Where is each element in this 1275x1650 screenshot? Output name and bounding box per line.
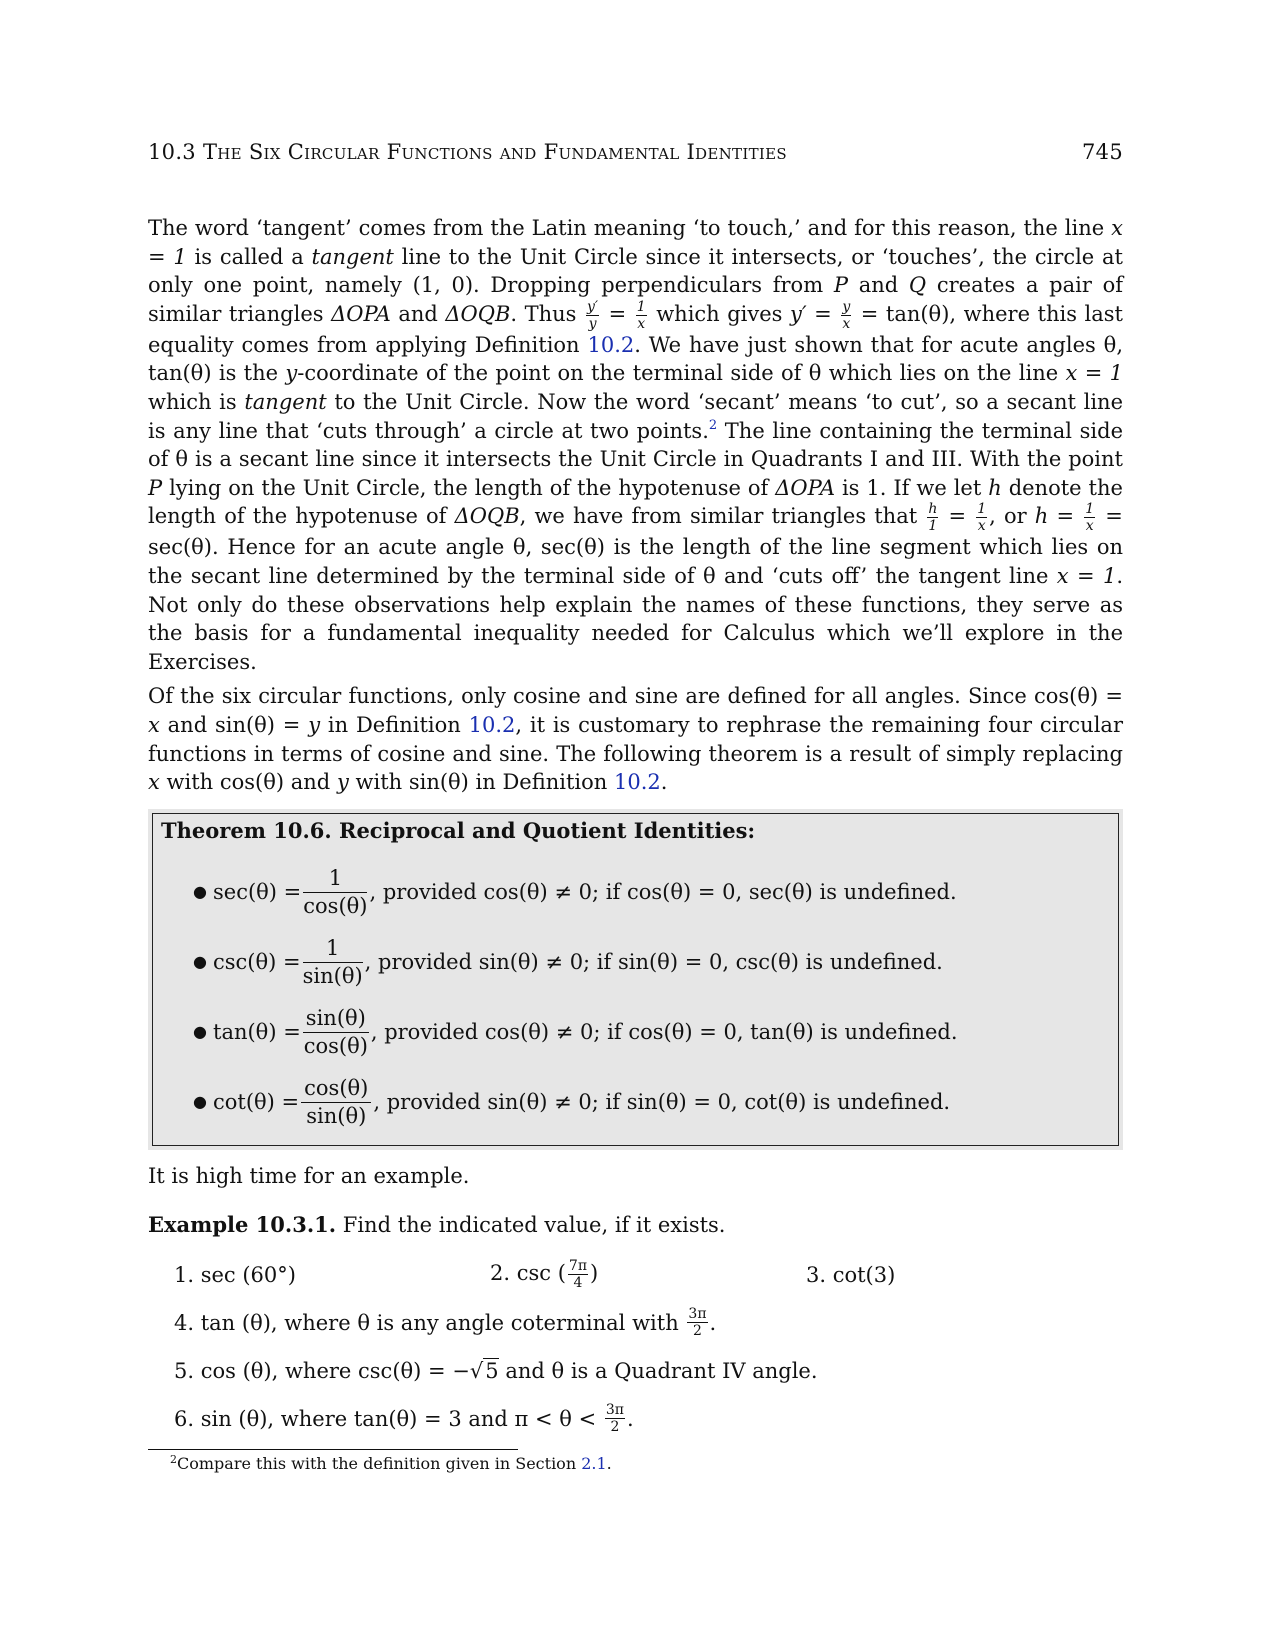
identity-item <box>193 927 1110 997</box>
denominator: sin(θ) <box>306 1104 367 1129</box>
numerator: 3π <box>688 1306 707 1323</box>
bullet-icon: ● <box>193 882 207 902</box>
example-item-6 <box>174 1401 1123 1437</box>
equals: = <box>948 504 967 529</box>
paren: ( <box>557 1261 566 1286</box>
text: , it is customary to rephrase the remaining four circular functions in terms of cosine and sine. The following theorem is a result of simply replacing <box>148 712 1123 766</box>
math: P <box>833 273 848 298</box>
text: 4. tan (θ), where θ is any angle coterminal with <box>174 1310 679 1335</box>
fraction-one-over-x <box>976 502 987 533</box>
theorem-frame <box>152 813 1119 1146</box>
text: -coordinate of the point on the terminal side of θ which lies on the line <box>297 361 1059 386</box>
definition-link[interactable]: 10.2 <box>587 332 635 357</box>
text: creates a pair of similar triangles <box>148 273 1124 326</box>
math: x = 1 <box>148 216 1123 269</box>
example-item-3: 3. cot(3) <box>806 1262 896 1287</box>
text: and sin(θ) = <box>167 712 301 737</box>
fraction-h-over-one <box>927 502 938 533</box>
footnote-rule <box>148 1449 518 1450</box>
definition-link[interactable]: 10.2 <box>468 712 516 737</box>
identity-condition: , provided cos(θ) ≠ 0; if cos(θ) = 0, sec(θ) is undefined. <box>369 879 957 904</box>
numerator: 1 <box>1085 501 1095 518</box>
denominator: cos(θ) <box>303 1034 368 1059</box>
section-title: The Six Circular Functions and Fundamental Identities <box>202 140 787 164</box>
text: . Thus <box>510 301 577 326</box>
text: and <box>398 301 438 326</box>
text: 6. sin (θ), where tan(θ) = 3 and π < θ < <box>174 1406 597 1431</box>
fraction-yprime-over-y <box>586 300 599 331</box>
emphasis: tangent <box>244 389 327 414</box>
denominator: x <box>842 315 851 332</box>
numerator: 1 <box>303 936 363 963</box>
denominator: 4 <box>573 1275 583 1292</box>
denominator: cos(θ) <box>303 894 368 919</box>
text: 2. csc <box>490 1261 552 1286</box>
numerator: y <box>842 298 851 315</box>
section-number: 10.3 <box>148 140 196 164</box>
denominator: 1 <box>928 518 938 535</box>
equals: = <box>1056 504 1075 529</box>
numerator: 1 <box>303 866 367 893</box>
math: ΔOQB <box>454 504 520 529</box>
fraction <box>605 1403 625 1434</box>
math: x <box>148 712 160 737</box>
example-label: Example 10.3.1. <box>148 1211 337 1237</box>
bullet-icon: ● <box>193 952 207 972</box>
math: x = 1 <box>1056 563 1117 588</box>
text: which is <box>148 389 237 414</box>
math: P <box>148 475 163 500</box>
text: . <box>660 770 668 795</box>
math: ΔOPA <box>331 301 391 326</box>
text: with sin(θ) in Definition <box>355 770 608 795</box>
denominator: x <box>1085 518 1094 535</box>
identity-lhs: tan(θ) = <box>213 1019 301 1044</box>
math: y <box>308 712 321 737</box>
fraction-one-over-x <box>1084 502 1095 533</box>
radicand: 5 <box>485 1359 499 1384</box>
identity-condition: , provided cos(θ) ≠ 0; if cos(θ) = 0, tan(θ) is undefined. <box>370 1019 958 1044</box>
identity-lhs: csc(θ) = <box>213 949 301 974</box>
equals: = <box>814 301 832 326</box>
example-item-1: 1. sec (60°) <box>174 1262 296 1287</box>
numerator: y′ <box>586 298 599 315</box>
radical-icon: √ <box>469 1358 484 1383</box>
denominator: 2 <box>610 1419 620 1436</box>
denominator: x <box>637 315 646 332</box>
math: x <box>148 770 160 795</box>
bullet-icon: ● <box>193 1092 207 1112</box>
identity-fraction <box>303 866 367 917</box>
example-row <box>174 1257 1123 1293</box>
text: in Definition <box>327 712 461 737</box>
math: ΔOPA <box>775 475 836 500</box>
math: Q <box>908 273 927 298</box>
fraction <box>687 1307 707 1338</box>
text: . <box>709 1310 717 1335</box>
footnote-link[interactable]: 2 <box>708 417 718 433</box>
example-item-5 <box>174 1353 1123 1389</box>
transition-text: It is high time for an example. <box>148 1163 470 1188</box>
equals: = <box>608 301 627 326</box>
running-head-title <box>148 140 787 164</box>
text: 5. cos (θ), where csc(θ) = − <box>174 1358 470 1383</box>
numerator: 1 <box>636 298 646 315</box>
identity-list <box>161 857 1110 1137</box>
bullet-icon: ● <box>193 1022 207 1042</box>
theorem-box <box>148 809 1123 1150</box>
example-item-2 <box>490 1259 806 1290</box>
text: and θ is a Quadrant IV angle. <box>505 1358 818 1383</box>
emphasis: tangent <box>311 244 394 269</box>
text: to the Unit Circle. Now the word ‘secant’ means ‘to cut’, so a secant line is any line that ‘cuts through’ a circle at two points. <box>148 389 1123 443</box>
identity-fraction <box>301 1076 371 1127</box>
identity-lhs: sec(θ) = <box>213 879 302 904</box>
denominator: y <box>588 315 597 332</box>
text: is called a <box>194 244 304 269</box>
paragraph-six-functions <box>148 682 1123 796</box>
identity-item <box>193 1067 1110 1137</box>
numerator: cos(θ) <box>301 1076 371 1103</box>
example-prompt: Find the indicated value, if it exists. <box>342 1212 726 1237</box>
identity-condition: , provided sin(θ) ≠ 0; if sin(θ) = 0, cot(θ) is undefined. <box>373 1089 951 1114</box>
identity-fraction <box>303 936 363 987</box>
running-head <box>148 140 1123 164</box>
example-item-4 <box>174 1305 1123 1341</box>
text: . We have just shown that for acute angles θ, tan(θ) is the <box>148 332 1123 386</box>
text: The word ‘tangent’ comes from the Latin meaning ‘to touch,’ and for this reason, the line <box>148 216 1105 240</box>
identity-lhs: cot(θ) = <box>213 1089 300 1114</box>
text: lying on the Unit Circle, the length of the hypotenuse of <box>169 475 769 500</box>
page <box>148 140 1123 1473</box>
numerator: 1 <box>977 501 987 518</box>
identity-item <box>193 997 1110 1067</box>
denominator: sin(θ) <box>302 964 363 989</box>
text: Of the six circular functions, only cosine and sine are defined for all angles. Since cos(θ) = <box>148 684 1123 709</box>
section-link[interactable]: 2.1 <box>581 1453 607 1473</box>
text: denote the length of the hypotenuse of <box>148 475 1123 529</box>
fraction-y-over-x <box>841 300 851 331</box>
text: . <box>626 1406 634 1431</box>
text: which gives <box>656 301 783 326</box>
text: = tan(θ), where this last equality comes from applying Definition <box>148 301 1123 357</box>
paren: ) <box>590 1261 599 1286</box>
math: y <box>336 770 349 795</box>
text: line to the Unit Circle since it intersects, or ‘touches’, the circle at only one point, namely (1, 0). Dropping perpendiculars from <box>148 244 1123 298</box>
text: . <box>606 1453 612 1473</box>
text: . Not only do these observations help explain the names of these functions, they serve as the basis for a fundamental inequality needed for Calculus which we’ll explore in the Exercises. <box>148 563 1123 674</box>
text: , we have from similar triangles that <box>519 504 918 529</box>
numerator: sin(θ) <box>303 1006 369 1033</box>
text: The line containing the terminal side of θ is a secant line since it intersects the Unit Circle in Quadrants I and III. With the point <box>148 418 1123 472</box>
denominator: x <box>977 518 986 535</box>
math: ΔOQB <box>445 301 511 326</box>
paragraph-tangent-secant <box>148 214 1123 676</box>
page-number: 745 <box>1082 140 1123 164</box>
math: y′ <box>790 301 807 326</box>
text: , or <box>989 504 1027 529</box>
numerator: h <box>928 501 938 518</box>
footnote <box>170 1454 1123 1473</box>
text: with cos(θ) and <box>166 770 331 795</box>
footnote-mark: 2 <box>170 1452 177 1466</box>
footnote-text: Compare this with the definition given in Section <box>177 1453 577 1473</box>
math: h <box>1034 504 1049 529</box>
math: x = 1 <box>1065 361 1123 386</box>
text: = sec(θ). Hence for an acute angle θ, sec(θ) is the length of the line segment which lies on the secant line determined by the terminal side of θ and ‘cuts off’ the tangent line <box>148 504 1123 588</box>
fraction <box>568 1259 588 1290</box>
identity-item <box>193 857 1110 927</box>
numerator: 3π <box>605 1402 624 1419</box>
fraction-one-over-x <box>636 300 647 331</box>
definition-link[interactable]: 10.2 <box>614 770 661 795</box>
text: is 1. If we let <box>841 475 982 500</box>
identity-condition: , provided sin(θ) ≠ 0; if sin(θ) = 0, csc(θ) is undefined. <box>364 949 943 974</box>
theorem-title: Theorem 10.6. Reciprocal and Quotient Identities: <box>161 817 756 843</box>
identity-fraction <box>303 1006 369 1057</box>
example-heading <box>148 1212 1123 1237</box>
math: y <box>285 361 298 386</box>
math: h <box>988 475 1002 500</box>
text: and <box>858 273 899 298</box>
denominator: 2 <box>693 1323 702 1340</box>
numerator: 7π <box>568 1258 588 1275</box>
